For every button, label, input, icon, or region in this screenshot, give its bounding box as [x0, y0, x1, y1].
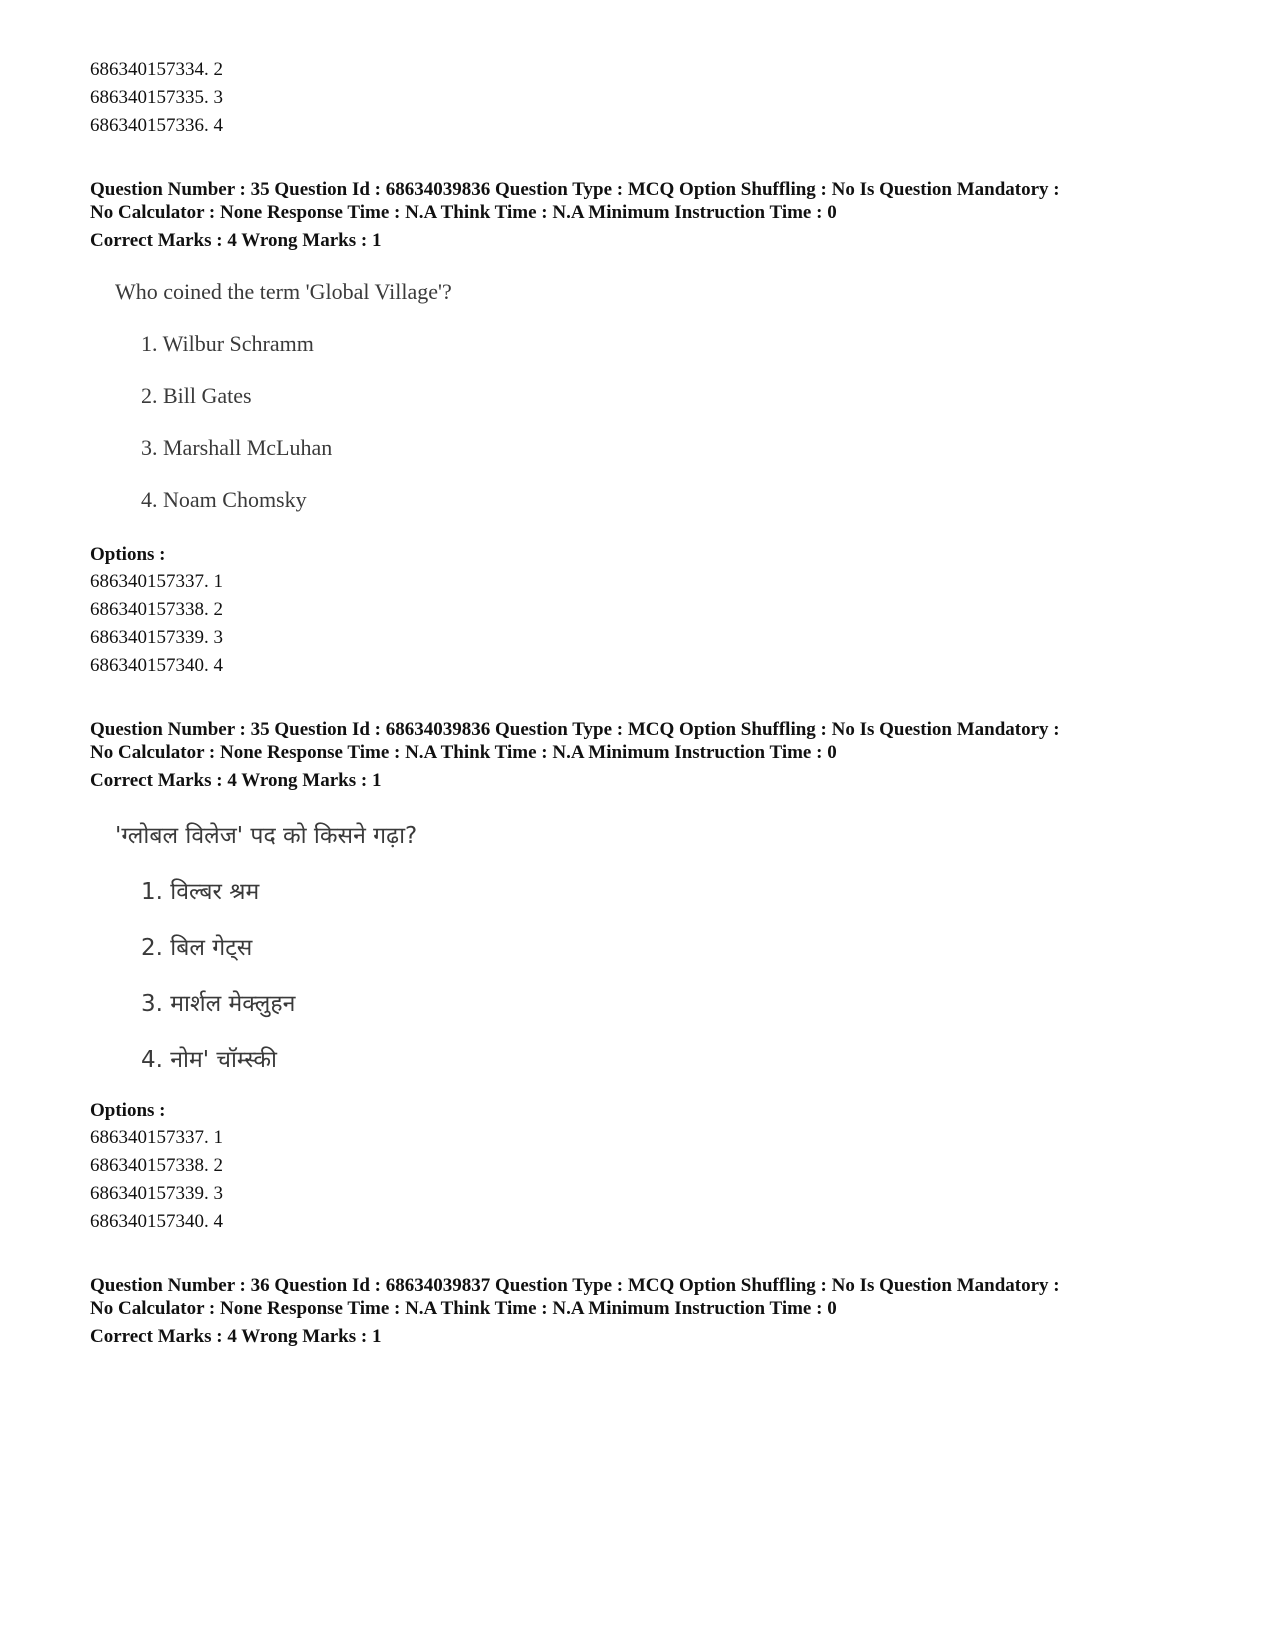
choice: 3. Marshall McLuhan	[141, 435, 333, 460]
choice: 4. नोम' चॉम्स्की	[141, 1047, 277, 1073]
option-id-line: 686340157340. 4	[90, 1211, 223, 1232]
choice: 1. विल्बर श्रम	[141, 879, 260, 905]
option-id-line: 686340157338. 2	[90, 1155, 223, 1176]
question-header: Question Number : 35 Question Id : 68634039836 Question Type : MCQ Option Shuffling : No Is Question Mandatory :	[90, 179, 1060, 200]
option-id-line: 686340157336. 4	[90, 115, 223, 136]
question-text: 'ग्लोबल विलेज' पद को किसने गढ़ा?	[115, 823, 418, 849]
option-id-line: 686340157338. 2	[90, 599, 223, 620]
question-header-cont: No Calculator : None Response Time : N.A Think Time : N.A Minimum Instruction Time : 0	[90, 742, 837, 763]
options-label: Options :	[90, 544, 166, 565]
question-header-cont: No Calculator : None Response Time : N.A Think Time : N.A Minimum Instruction Time : 0	[90, 1298, 837, 1319]
option-id-line: 686340157335. 3	[90, 87, 223, 108]
marks-line: Correct Marks : 4 Wrong Marks : 1	[90, 770, 382, 791]
marks-line: Correct Marks : 4 Wrong Marks : 1	[90, 1326, 382, 1347]
option-id-line: 686340157334. 2	[90, 59, 223, 80]
choice: 3. मार्शल मेक्लुहन	[141, 991, 296, 1017]
choice: 4. Noam Chomsky	[141, 487, 307, 512]
option-id-line: 686340157337. 1	[90, 1127, 223, 1148]
choice: 2. Bill Gates	[141, 383, 252, 408]
option-id-line: 686340157339. 3	[90, 627, 223, 648]
choice: 2. बिल गेट्स	[141, 935, 253, 961]
options-label: Options :	[90, 1100, 166, 1121]
option-id-line: 686340157339. 3	[90, 1183, 223, 1204]
question-text: Who coined the term 'Global Village'?	[115, 279, 452, 304]
option-id-line: 686340157340. 4	[90, 655, 223, 676]
question-header: Question Number : 35 Question Id : 68634039836 Question Type : MCQ Option Shuffling : No Is Question Mandatory :	[90, 719, 1060, 740]
question-header-cont: No Calculator : None Response Time : N.A Think Time : N.A Minimum Instruction Time : 0	[90, 202, 837, 223]
option-id-line: 686340157337. 1	[90, 571, 223, 592]
choice: 1. Wilbur Schramm	[141, 331, 314, 356]
marks-line: Correct Marks : 4 Wrong Marks : 1	[90, 230, 382, 251]
question-header: Question Number : 36 Question Id : 68634039837 Question Type : MCQ Option Shuffling : No Is Question Mandatory :	[90, 1275, 1060, 1296]
